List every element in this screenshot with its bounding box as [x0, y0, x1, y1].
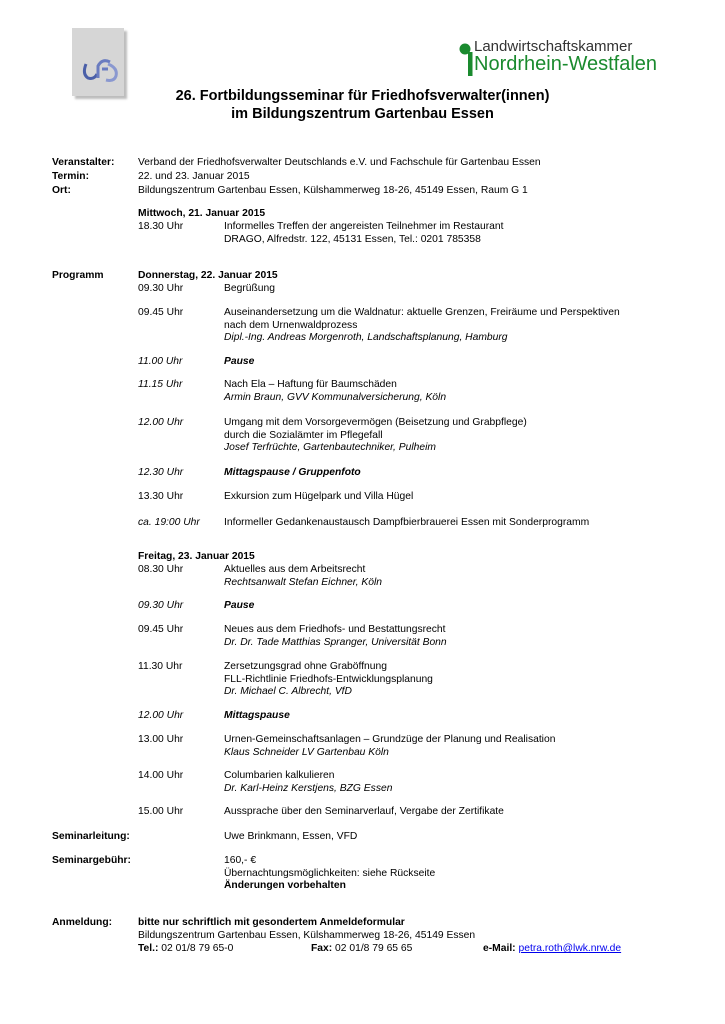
- schedule-time: 09.45 Uhr: [138, 307, 184, 318]
- schedule-pause: Mittagspause: [224, 710, 290, 721]
- schedule-time: 12.30 Uhr: [138, 467, 184, 478]
- schedule-topic: Aussprache über den Seminarverlauf, Vergabe der Zertifikate: [224, 806, 504, 817]
- veranstalter-value: Verband der Friedhofsverwalter Deutschlands e.V. und Fachschule für Gartenbau Essen: [138, 157, 541, 168]
- schedule-topic: Informeller Gedankenaustausch Dampfbierbrauerei Essen mit Sonderprogramm: [224, 517, 590, 528]
- schedule-speaker: Rechtsanwalt Stefan Eichner, Köln: [224, 576, 382, 588]
- anmeldung-label: Anmeldung:: [52, 917, 113, 928]
- schedule-speaker: Armin Braun, GVV Kommunalversicherung, Köln: [224, 391, 447, 403]
- schedule-topic: Urnen-Gemeinschaftsanlagen – Grundzüge der Planung und Realisation: [224, 734, 556, 745]
- vfd-logo-mark: [72, 28, 124, 96]
- tel-label: Tel.:: [138, 943, 159, 954]
- schedule-time: 13.00 Uhr: [138, 734, 184, 745]
- fax-value: 02 01/8 79 65 65: [332, 943, 413, 954]
- schedule-topic: Zersetzungsgrad ohne Graböffnung: [224, 661, 387, 672]
- schedule-time: 11.15 Uhr: [138, 379, 183, 390]
- page-subtitle: im Bildungszentrum Gartenbau Essen: [231, 106, 494, 122]
- schedule-topic: nach dem Urnenwaldprozess: [224, 319, 358, 331]
- anmeldung-address: Bildungszentrum Gartenbau Essen, Külshammerweg 18-26, 45149 Essen: [138, 930, 476, 941]
- page-title: 26. Fortbildungsseminar für Friedhofsverwalter(innen): [175, 88, 550, 104]
- schedule-speaker: Dr. Michael C. Albrecht, VfD: [224, 686, 352, 698]
- seminarleitung-value: Uwe Brinkmann, Essen, VFD: [224, 831, 358, 842]
- lwk-name-line1: Landwirtschaftskammer: [474, 38, 633, 55]
- schedule-time: 08.30 Uhr: [138, 564, 184, 575]
- schedule-topic: Begrüßung: [224, 283, 275, 294]
- schedule-time: 14.00 Uhr: [138, 770, 184, 781]
- wednesday-time: 18.30 Uhr: [138, 221, 184, 232]
- thursday-heading: Donnerstag, 22. Januar 2015: [138, 270, 278, 281]
- schedule-time: 09.30 Uhr: [138, 283, 184, 294]
- friday-heading: Freitag, 23. Januar 2015: [138, 551, 255, 562]
- wednesday-line1: Informelles Treffen der angereisten Teilnehmer im Restaurant: [224, 221, 504, 232]
- schedule-speaker: Dr. Dr. Tade Matthias Spranger, Universität Bonn: [224, 636, 447, 648]
- schedule-time: 12.00 Uhr: [138, 710, 184, 721]
- schedule-topic: Columbarien kalkulieren: [224, 770, 335, 781]
- schedule-speaker: Josef Terfrüchte, Gartenbautechniker, Pulheim: [224, 442, 436, 454]
- vfd-logo: [72, 28, 124, 96]
- schedule-topic: FLL-Richtlinie Friedhofs-Entwicklungsplanung: [224, 673, 433, 685]
- schedule-time: 11.30 Uhr: [138, 661, 183, 672]
- schedule-topic: Umgang mit dem Vorsorgevermögen (Beisetzung und Grabpflege): [224, 417, 527, 428]
- schedule-pause: Mittagspause / Gruppenfoto: [224, 467, 361, 478]
- ort-label: Ort:: [52, 185, 71, 196]
- schedule-topic: Auseinandersetzung um die Waldnatur: aktuelle Grenzen, Freiräume und Perspektiven: [224, 307, 620, 318]
- wednesday-line2: DRAGO, Alfredstr. 122, 45131 Essen, Tel.: 0201 785358: [224, 234, 481, 245]
- schedule-pause: Pause: [224, 600, 255, 611]
- schedule-time: 09.30 Uhr: [138, 600, 184, 611]
- schedule-topic: Neues aus dem Friedhofs- und Bestattungsrecht: [224, 624, 446, 635]
- email-label: e-Mail:: [483, 943, 516, 954]
- schedule-time: 12.00 Uhr: [138, 417, 184, 428]
- schedule-time: ca. 19:00 Uhr: [138, 517, 200, 528]
- seminarleitung-label: Seminarleitung:: [52, 831, 130, 842]
- schedule-speaker: Dr. Karl-Heinz Kerstjens, BZG Essen: [224, 782, 393, 794]
- veranstalter-label: Veranstalter:: [52, 157, 115, 168]
- schedule-time: 13.30 Uhr: [138, 491, 184, 502]
- schedule-time: 11.00 Uhr: [138, 356, 183, 367]
- fax-label: Fax:: [311, 943, 333, 954]
- anmeldung-tel: [138, 942, 233, 955]
- ort-value: Bildungszentrum Gartenbau Essen, Külshammerweg 18-26, 45149 Essen, Raum G 1: [138, 185, 528, 196]
- lwk-name-line2: Nordrhein-Westfalen: [474, 53, 658, 75]
- anmeldung-line1: bitte nur schriftlich mit gesondertem Anmeldeformular: [138, 917, 405, 928]
- tel-value: 02 01/8 79 65-0: [158, 943, 234, 954]
- anmeldung-email: [483, 942, 621, 955]
- schedule-time: 09.45 Uhr: [138, 624, 184, 635]
- schedule-speaker: Klaus Schneider LV Gartenbau Köln: [224, 746, 389, 758]
- schedule-time: 15.00 Uhr: [138, 806, 184, 817]
- schedule-topic: Nach Ela – Haftung für Baumschäden: [224, 379, 397, 390]
- schedule-topic: Exkursion zum Hügelpark und Villa Hügel: [224, 491, 414, 502]
- termin-label: Termin:: [52, 171, 89, 182]
- seminargebuehr-label: Seminargebühr:: [52, 855, 131, 866]
- schedule-topic: durch die Sozialämter im Pflegefall: [224, 429, 383, 441]
- schedule-pause: Pause: [224, 356, 255, 367]
- termin-value: 22. und 23. Januar 2015: [138, 171, 250, 182]
- anmeldung-fax: [311, 942, 412, 955]
- email-link[interactable]: petra.roth@lwk.nrw.de: [518, 943, 622, 954]
- programm-label: Programm: [52, 270, 104, 281]
- schedule-speaker: Dipl.-Ing. Andreas Morgenroth, Landschaftsplanung, Hamburg: [224, 332, 508, 344]
- schedule-topic: Aktuelles aus dem Arbeitsrecht: [224, 564, 366, 575]
- seminargebuehr-changes: Änderungen vorbehalten: [224, 880, 346, 891]
- wednesday-heading: Mittwoch, 21. Januar 2015: [138, 208, 266, 219]
- seminargebuehr-note: Übernachtungsmöglichkeiten: siehe Rückseite: [224, 868, 436, 879]
- seminargebuehr-price: 160,- €: [224, 855, 257, 866]
